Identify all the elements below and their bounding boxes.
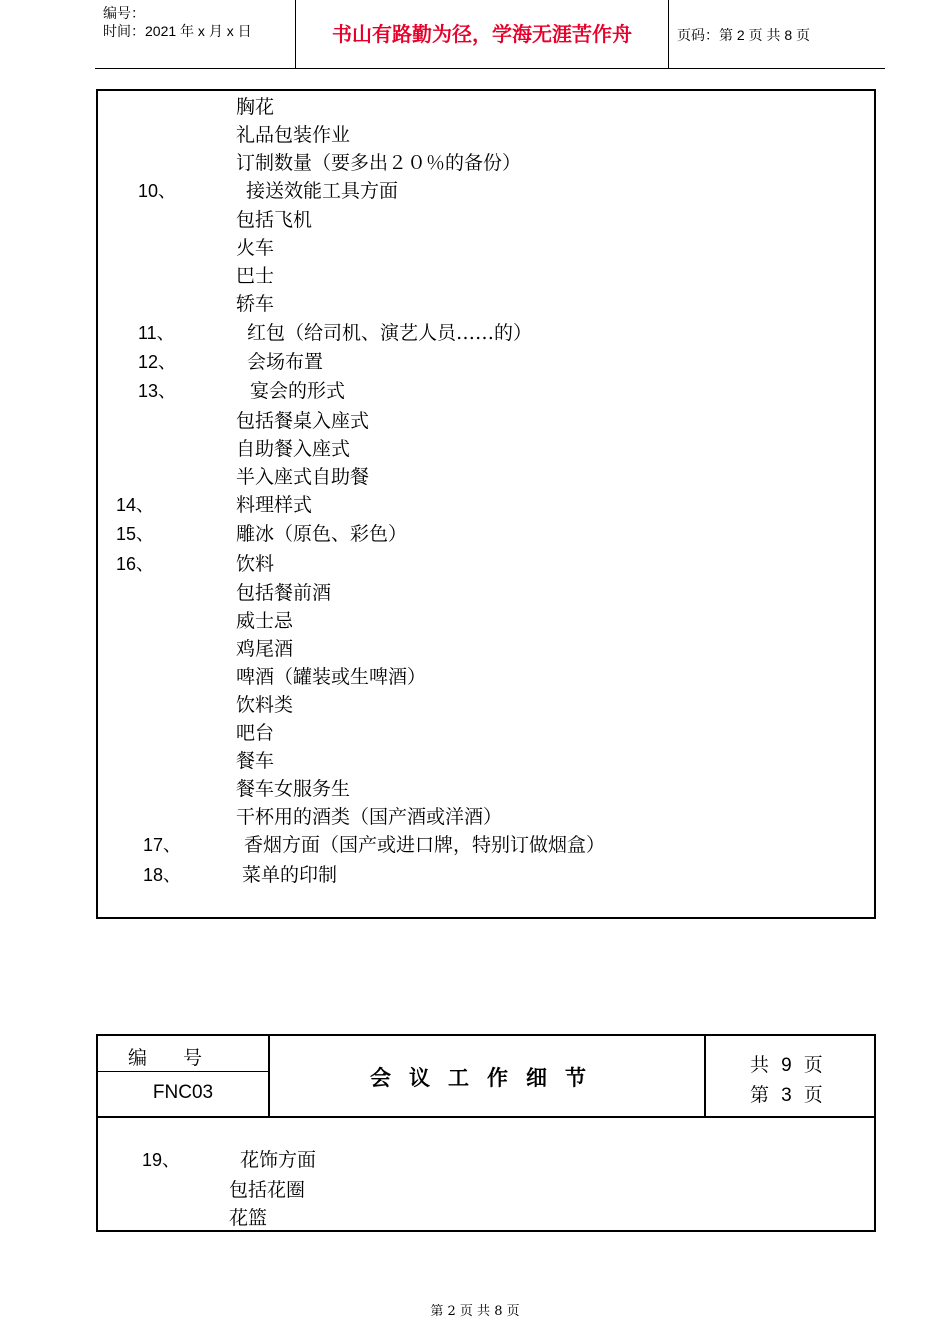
page-footer: 第 2 页 共 8 页: [430, 1304, 520, 1319]
form-current-page: [750, 1080, 823, 1107]
header-meta-cell: [95, 0, 296, 68]
item-number: 13、: [138, 381, 177, 401]
form-total-value: 9: [781, 1055, 792, 1076]
item-text: 轿车: [236, 293, 275, 315]
content-box: [96, 89, 876, 919]
form-current-unit: 页: [803, 1084, 823, 1106]
item-text: 雕冰（原色、彩色）: [236, 523, 408, 545]
item-number: 16、: [116, 554, 155, 574]
item-text: 鸡尾酒: [236, 638, 294, 660]
item-text: 巴士: [236, 265, 275, 287]
item-text: 宴会的形式: [250, 380, 346, 402]
item-number: 14、: [116, 495, 155, 515]
item-text: 半入座式自助餐: [236, 466, 370, 488]
item-text: 包括花圈: [229, 1179, 306, 1201]
item-text: 吧台: [236, 722, 275, 744]
form-total-unit: 页: [803, 1054, 823, 1076]
item-text: 礼品包装作业: [236, 124, 351, 146]
form-total-label: 共: [750, 1054, 770, 1076]
item-text: 包括飞机: [236, 209, 313, 231]
item-text: 包括餐桌入座式: [236, 410, 370, 432]
item-text: 花饰方面: [240, 1149, 317, 1171]
item-text: 威士忌: [236, 610, 294, 632]
running-header: [95, 0, 885, 69]
form-code-cell: [98, 1036, 270, 1116]
item-number: 11、: [138, 323, 175, 343]
header-code-label: 编号：: [103, 5, 145, 21]
form-current-label: 第: [750, 1084, 770, 1106]
header-time: 时间：2021 年 x 月 x 日: [103, 23, 252, 39]
form-title: 会议工作细节: [270, 1036, 706, 1116]
item-text: 餐车女服务生: [236, 778, 351, 800]
form-total-pages: [750, 1050, 823, 1077]
item-text: 啤酒（罐装或生啤酒）: [236, 666, 427, 688]
item-text: 菜单的印制: [242, 864, 338, 886]
item-number: 19、: [142, 1150, 181, 1170]
form-current-value: 3: [781, 1085, 792, 1106]
item-number: 17、: [143, 835, 182, 855]
item-number: 12、: [138, 352, 177, 372]
item-number: 18、: [143, 865, 182, 885]
header-page-info: 页码：第 2 页 共 8 页: [677, 27, 811, 43]
item-text: 火车: [236, 237, 275, 259]
item-text: 餐车: [236, 750, 275, 772]
item-text: 干杯用的酒类（国产酒或洋酒）: [236, 806, 503, 828]
item-text: 饮料: [236, 553, 275, 575]
form-code-value: FNC03: [152, 1082, 214, 1103]
item-text: 花篮: [229, 1207, 268, 1229]
item-text: 饮料类: [236, 694, 294, 716]
item-text: 香烟方面（国产或进口牌，特别订做烟盒）: [244, 834, 606, 856]
form-box: [96, 1034, 876, 1232]
form-header: [98, 1036, 874, 1118]
item-text: 料理样式: [236, 494, 313, 516]
item-text: 接送效能工具方面: [246, 180, 399, 202]
item-text: 胸花: [236, 96, 275, 118]
item-text: 包括餐前酒: [236, 582, 332, 604]
header-motto: 书山有路勤为径，学海无涯苦作舟: [296, 0, 669, 68]
item-text: 订制数量（要多出２０％的备份）: [236, 152, 522, 174]
item-text: 会场布置: [247, 351, 324, 373]
form-page-cell: [706, 1036, 874, 1116]
form-code-label: 编号: [98, 1036, 268, 1072]
item-text: 红包（给司机、演艺人员……的）: [247, 322, 533, 344]
item-number: 10、: [138, 181, 177, 201]
item-text: 自助餐入座式: [236, 438, 351, 460]
item-number: 15、: [116, 524, 155, 544]
